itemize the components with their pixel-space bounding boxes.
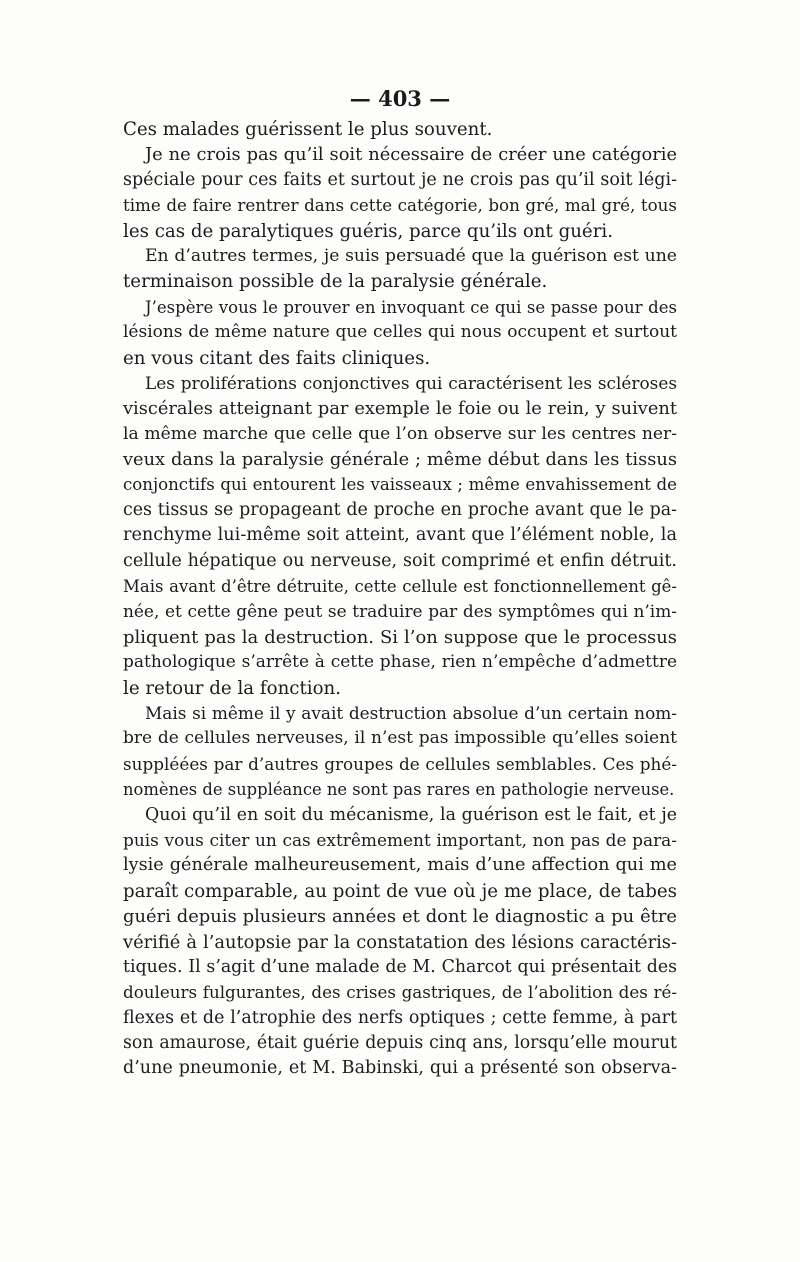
text-line: nomènes de suppléance ne sont pas rares en pathologie nerveuse. bbox=[123, 780, 675, 800]
text-line: conjonctifs qui entourent les vaisseaux ; même envahissement de bbox=[123, 475, 677, 495]
text-line: lysie générale malheureusement, mais d’une affection qui me bbox=[123, 855, 677, 876]
text-line: douleurs fulgurantes, des crises gastriques, de l’abolition des ré- bbox=[123, 982, 677, 1003]
text-line: renchyme lui-même soit atteint, avant que l’élément noble, la bbox=[123, 525, 677, 546]
text-line: en vous citant des faits cliniques. bbox=[123, 347, 431, 369]
text-line: ces tissus se propageant de proche en proche avant que le pa- bbox=[123, 499, 677, 520]
text-line: puis vous citer un cas extrêmement important, non pas de para- bbox=[123, 829, 677, 850]
page-number: — 403 — bbox=[349, 86, 451, 111]
text-line: vérifié à l’autopsie par la constatation des lésions caractéris- bbox=[123, 931, 677, 953]
body-text bbox=[123, 117, 677, 1082]
text-line: la même marche que celle que l’on observe sur les centres ner- bbox=[123, 423, 677, 444]
text-line: viscérales atteignant par exemple le foie ou le rein, y suivent bbox=[123, 398, 677, 420]
text-line: spéciale pour ces faits et surtout je ne crois pas qu’il soit légi- bbox=[123, 169, 677, 190]
text-line: flexes et de l’atrophie des nerfs optiques ; cette femme, à part bbox=[123, 1007, 677, 1028]
text-line: J’espère vous le prouver en invoquant ce qui se passe pour des bbox=[145, 297, 677, 317]
text-line: time de faire rentrer dans cette catégorie, bon gré, mal gré, tous bbox=[123, 195, 677, 216]
text-line: Les proliférations conjonctives qui caractérisent les scléroses bbox=[145, 372, 677, 393]
text-line: terminaison possible de la paralysie générale. bbox=[123, 271, 548, 293]
text-line: paraît comparable, au point de vue où je me place, de tabes bbox=[123, 880, 677, 902]
text-line: bre de cellules nerveuses, il n’est pas impossible qu’elles soient bbox=[123, 728, 677, 749]
text-line: Je ne crois pas qu’il soit nécessaire de créer une catégorie bbox=[145, 144, 677, 166]
text-line: le retour de la fonction. bbox=[123, 677, 342, 699]
text-line: pathologique s’arrête à cette phase, rien n’empêche d’admettre bbox=[123, 652, 677, 673]
text-line: guéri depuis plusieurs années et dont le diagnostic a pu être bbox=[123, 906, 677, 928]
text-line: lésions de même nature que celles qui nous occupent et surtout bbox=[123, 322, 677, 343]
text-line: veux dans la paralysie générale ; même début dans les tissus bbox=[123, 449, 677, 471]
text-line: En d’autres termes, je suis persuadé que la guérison est une bbox=[145, 245, 677, 266]
text-line: née, et cette gêne peut se traduire par des symptômes qui n’im- bbox=[123, 601, 677, 622]
text-line: d’une pneumonie, et M. Babinski, qui a présenté son observa- bbox=[123, 1058, 677, 1079]
text-line: Quoi qu’il en soit du mécanisme, la guérison est le fait, et je bbox=[145, 804, 677, 825]
text-line: les cas de paralytiques guéris, parce qu’ils ont guéri. bbox=[123, 220, 613, 242]
text-line: cellule hépatique ou nerveuse, soit comprimé et enfin détruit. bbox=[123, 550, 677, 571]
text-line: tiques. Il s’agit d’une malade de M. Charcot qui présentait des bbox=[123, 956, 677, 977]
text-line: Mais avant d’être détruite, cette cellule est fonctionnellement gê- bbox=[123, 577, 677, 597]
text-line: son amaurose, était guérie depuis cinq ans, lorsqu’elle mourut bbox=[123, 1033, 677, 1054]
text-line: Mais si même il y avait destruction absolue d’un certain nom- bbox=[145, 702, 677, 723]
text-line: Ces malades guérissent le plus souvent. bbox=[123, 119, 493, 140]
text-line: pliquent pas la destruction. Si l’on suppose que le processus bbox=[123, 626, 677, 648]
text-line: suppléées par d’autres groupes de cellules semblables. Ces phé- bbox=[123, 753, 677, 774]
